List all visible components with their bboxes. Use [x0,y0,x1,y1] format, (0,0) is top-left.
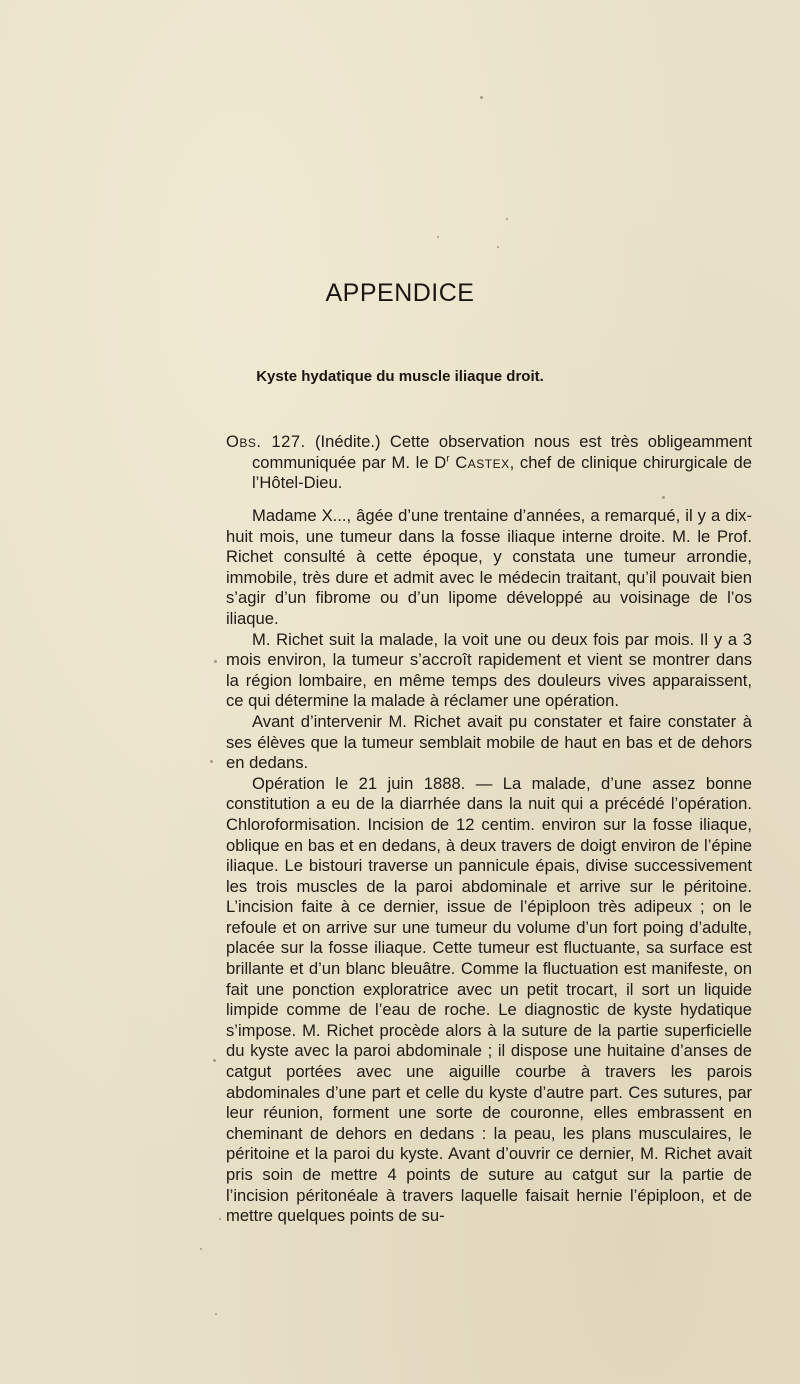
paper-speck [497,246,499,248]
observation-intro [226,432,752,494]
observation-text-after: , chef de clinique chirurgicale de l’Hôtel-Dieu. [252,452,752,492]
body-paragraph: M. Richet suit la malade, la voit une ou deux fois par mois. Il y a 3 mois environ, la tumeur s’accroît rapidement et vient se montrer dans la région lombaire, en même temps des douleurs vives apparaissent, ce qui détermine la malade à réclamer une opération. [226,629,752,711]
paper-speck [219,1218,221,1220]
paper-speck [662,496,665,499]
section-heading: Kyste hydatique du muscle iliaque droit. [256,368,544,385]
paper-speck [200,1248,202,1250]
body-paragraph: Avant d’intervenir M. Richet avait pu constater et faire constater à ses élèves que la tumeur semblait mobile de haut en bas et de dehors en dedans. [226,711,752,773]
case-report-body [226,506,752,1227]
body-paragraph: Madame X..., âgée d’une trentaine d’années, a remarqué, il y a dix-huit mois, une tumeur dans la fosse iliaque interne droite. M. le Prof. Richet consulté à cette époque, y constata une tumeur arrondie, immobile, très dure et admit avec le médecin traitant, qu’il pouvait bien s’agir d’un fibrome ou d’un lipome développé au voisinage de l’os iliaque. [226,506,752,628]
paper-speck [210,760,213,763]
body-paragraph: Opération le 21 juin 1888. — La malade, d’une assez bonne constitution a eu de la diarrhée dans la nuit qui a précédé l’opération. Chloroformisation. Incision de 12 centim. environ sur la fosse iliaque, oblique en bas et en dedans, à deux travers de doigt environ de l’épine iliaque. Le bistouri traverse un pannicule épais, divise successivement les trois muscles de la paroi abdominale et arrive sur le péritoine. L’incision faite à ce dernier, issue de l’épiploon très adipeux ; on le refoule et on arrive sur une tumeur du volume d’un fort poing d’adulte, placée sur la fosse iliaque. Cette tumeur est fluctuante, sa surface est brillante et d’un blanc bleuâtre. Comme la fluctuation est manifeste, on fait une ponction exploratrice avec un petit trocart, il sort un liquide limpide comme de l’eau de roche. Le diagnostic de kyste hydatique s’impose. M. Richet procède alors à la suture de la partie superficielle du kyste avec la paroi abdominale ; il dispose une huitaine d’anses de catgut portées avec une aiguille courbe à travers les parois abdominales d’une part et celle du kyste d’autre part. Ces sutures, par leur réunion, forment une sorte de couronne, elles embrassent en cheminant de dehors en dedans : la peau, les plans musculaires, le péritoine et la paroi du kyste. Avant d’ouvrir ce dernier, M. Richet avait pris soin de mettre 4 points de suture au catgut sur la partie de l’incision péritonéale à travers laquelle faisait hernie l’épiploon, et de mettre quelques points de su- [226,773,752,1226]
paper-speck [437,236,439,238]
doctor-title-suffix: r [446,452,450,464]
paper-speck [506,218,508,220]
paper-speck [215,1313,217,1315]
paper-speck [213,1059,216,1062]
paper-speck [480,96,483,99]
doctor-name: Castex [455,452,510,472]
observation-number: Obs. 127. [226,432,306,451]
paper-speck [214,660,217,663]
observation-text-before: (Inédite.) Cette observation nous est très obligeamment communiquée par M. le D [252,432,753,472]
appendix-title: APPENDICE [325,279,475,307]
observation-paragraph [226,432,752,494]
